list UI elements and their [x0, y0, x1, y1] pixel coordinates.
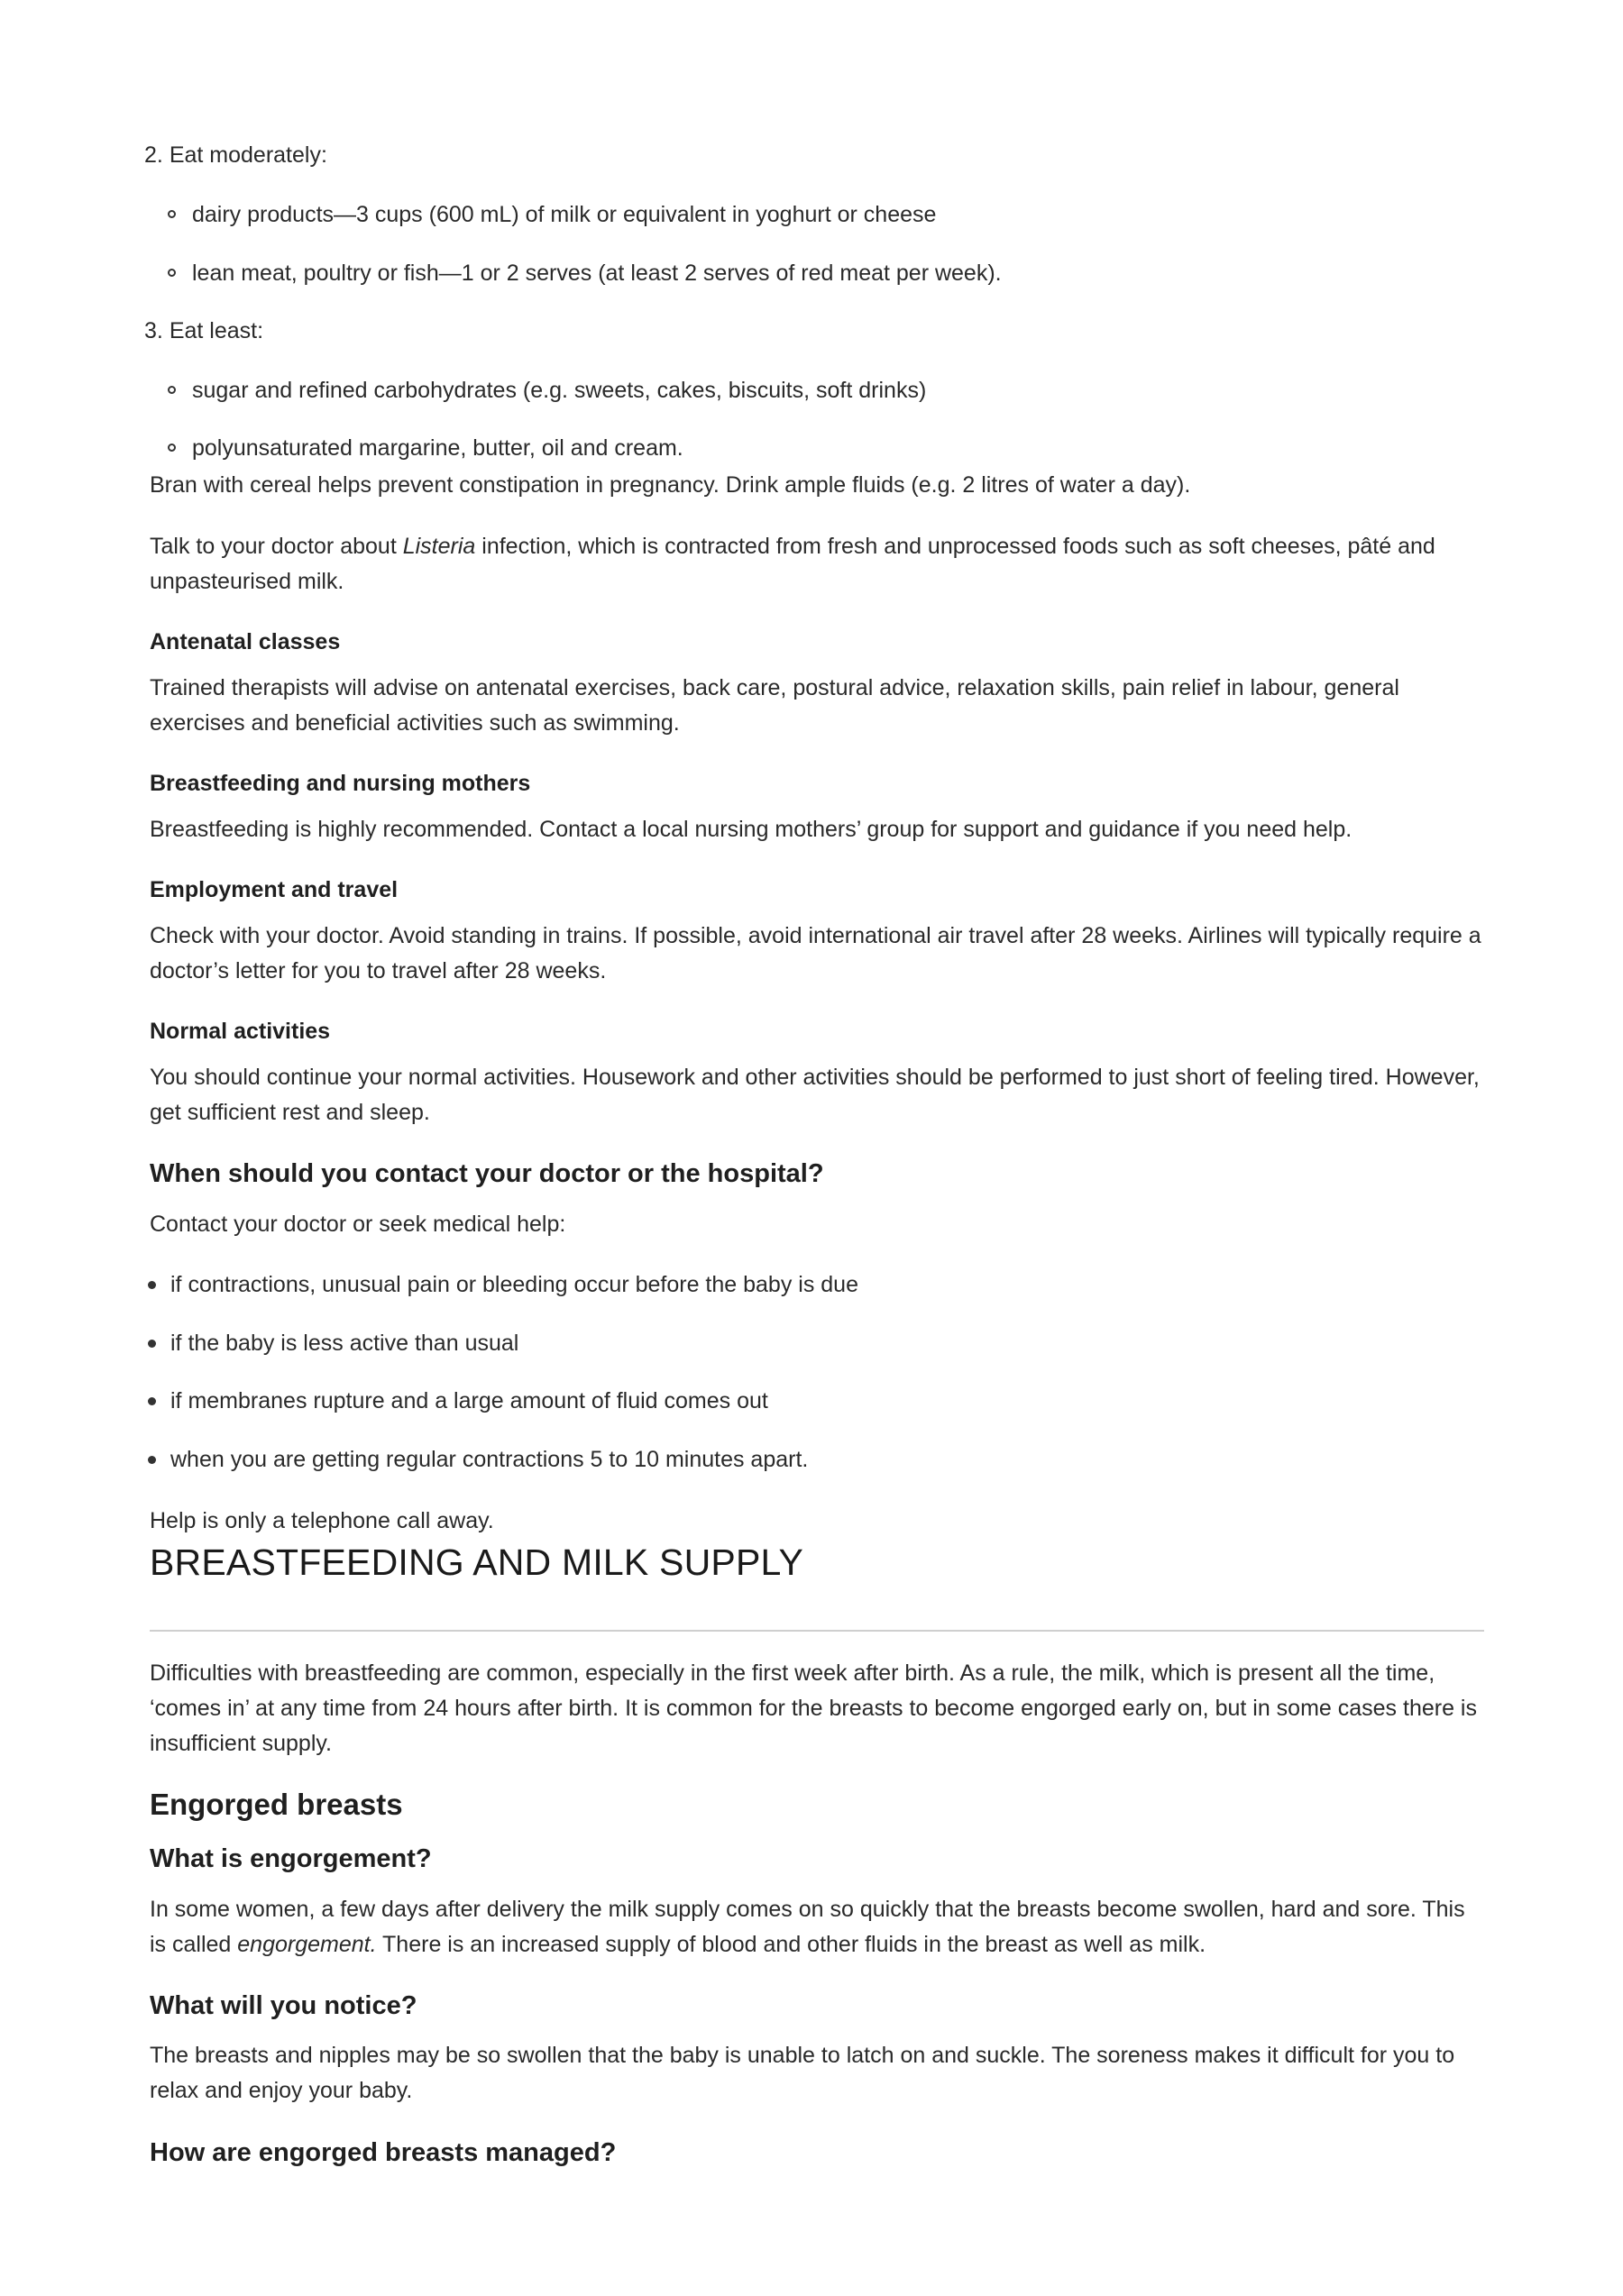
what-is-engorgement-paragraph: In some women, a few days after delivery the milk supply comes on so quickly that the breasts become swollen, hard and sore. This is called engorgement. There is an increased supply of blood and other fluids in the breast as well as milk. [150, 1897, 1465, 1957]
normal-activities-paragraph: You should continue your normal activities. Housework and other activities should be performed to just short of feeling tired. However, get sufficient rest and sleep. [150, 1065, 1480, 1125]
section-divider [150, 1630, 1484, 1632]
what-is-engorgement-heading: What is engorgement? [150, 1844, 432, 1873]
list-number: 3. [144, 318, 163, 343]
section-title: BREASTFEEDING AND MILK SUPPLY [150, 1541, 804, 1583]
employment-heading: Employment and travel [150, 877, 399, 902]
what-will-you-notice-heading: What will you notice? [150, 1991, 417, 2020]
contact-heading: When should you contact your doctor or the hospital? [150, 1159, 824, 1188]
milk-supply-intro: Difficulties with breastfeeding are common, especially in the first week after birth. As a rule, the milk, which is present all the time, ‘comes in’ at any time from 24 hours after birth. It is common for the breasts to become engorged early on, but in some cases there is insufficient supply. [150, 1660, 1477, 1756]
list-label: Eat least: [169, 318, 264, 343]
antenatal-heading: Antenatal classes [150, 629, 341, 654]
employment-paragraph: Check with your doctor. Avoid standing in trains. If possible, avoid international air travel after 28 weeks. Airlines will typically require a doctor’s letter for you to travel after 28 weeks. [150, 923, 1481, 983]
bran-paragraph: Bran with cereal helps prevent constipation in pregnancy. Drink ample fluids (e.g. 2 litres of water a day). [150, 472, 1191, 498]
circle-bullet-icon [168, 386, 176, 394]
bullet-icon [148, 1340, 156, 1348]
list-number: 2. [144, 142, 163, 168]
list-label: Eat moderately: [169, 142, 327, 168]
normal-activities-heading: Normal activities [150, 1019, 331, 1044]
contact-intro: Contact your doctor or seek medical help: [150, 1212, 566, 1237]
antenatal-paragraph: Trained therapists will advise on antenatal exercises, back care, postural advice, relaxation skills, pain relief in labour, general exercises and beneficial activities such as swimming. [150, 675, 1399, 736]
bullet-icon [148, 1281, 156, 1289]
breastfeeding-mothers-heading: Breastfeeding and nursing mothers [150, 771, 531, 796]
how-managed-heading: How are engorged breasts managed? [150, 2138, 617, 2167]
listeria-paragraph: Talk to your doctor about Listeria infection, which is contracted from fresh and unprocessed foods such as soft cheeses, pâté and unpasteurised milk. [150, 534, 1435, 594]
circle-bullet-icon [168, 444, 176, 452]
document-page: 2. Eat moderately: dairy products—3 cups (600 mL) of milk or equivalent in yoghurt or cheese lean meat, poultry or fish—1 or 2 serves (at least 2 serves of red meat per week). 3. Eat least: sugar and refined carbohydrates (e.g. sweets, cakes, biscuits, soft drinks) polyunsaturated margarine, butter, oil and cream. Bran with cereal helps prevent constipation in pregnancy. Drink ample fluids (e.g. 2 litres of water a day). Talk to your doctor about Listeria infection, which is contracted from fresh and unprocessed foods such as soft cheeses, pâté and unpasteurised milk. Antenatal classes Trained therapists will advise on antenatal exercises, back care, postural advice, relaxation skills, pain relief in labour, general exercises and beneficial activities such as swimming. Breastfeeding and nursing mothers Breastfeeding is highly recommended. Contact a local nursing mothers’ group for support and guidance if you need help. Employment and travel Check with your doctor. Avoid standing in trains. If possible, avoid international air travel after 28 weeks. Airlines will typically require a doctor’s letter for you to travel after 28 weeks. Normal activities You should continue your normal activities. Housework and other activities should be performed to just short of feeling tired. However, get sufficient rest and sleep. When should you contact your doctor or the hospital? Contact your doctor or seek medical help: if contractions, unusual pain or bleeding occur before the baby is due if the baby is less active than usual if membranes rupture and a large amount of fluid comes out when you are getting regular contractions 5 to 10 minutes apart. Help is only a telephone call away. BREASTFEEDING AND MILK SUPPLY Difficulties with breastfeeding are common, especially in the first week after birth. As a rule, the milk, which is present all the time, ‘comes in’ at any time from 24 hours after birth. It is common for the breasts to become engorged early on, but in some cases there is insufficient supply. Engorged breasts What is engorgement? In some women, a few days after delivery the milk supply comes on so quickly that the breasts become swollen, hard and sore. This is called engorgement. There is an increased supply of blood and other fluids in the breast as well as milk. What will you notice? The breasts and nipples may be so swollen that the baby is unable to latch on and suckle. The soreness makes it difficult for you to relax and enjoy your baby. How are engorged breasts managed? [0, 0, 1623, 2296]
contact-closing: Help is only a telephone call away. [150, 1508, 494, 1533]
circle-bullet-icon [168, 210, 176, 218]
listeria-emphasis: Listeria [402, 534, 476, 559]
bullet-icon [148, 1456, 156, 1464]
engorgement-emphasis: engorgement. [237, 1932, 377, 1957]
breastfeeding-mothers-paragraph: Breastfeeding is highly recommended. Contact a local nursing mothers’ group for support and guidance if you need help. [150, 817, 1352, 842]
bullet-icon [148, 1397, 156, 1405]
eat-moderately-item [144, 138, 327, 173]
eat-least-item [144, 314, 263, 349]
engorged-heading: Engorged breasts [150, 1788, 403, 1821]
what-will-you-notice-paragraph: The breasts and nipples may be so swollen that the baby is unable to latch on and suckle. The soreness makes it difficult for you to relax and enjoy your baby. [150, 2043, 1455, 2103]
circle-bullet-icon [168, 269, 176, 277]
